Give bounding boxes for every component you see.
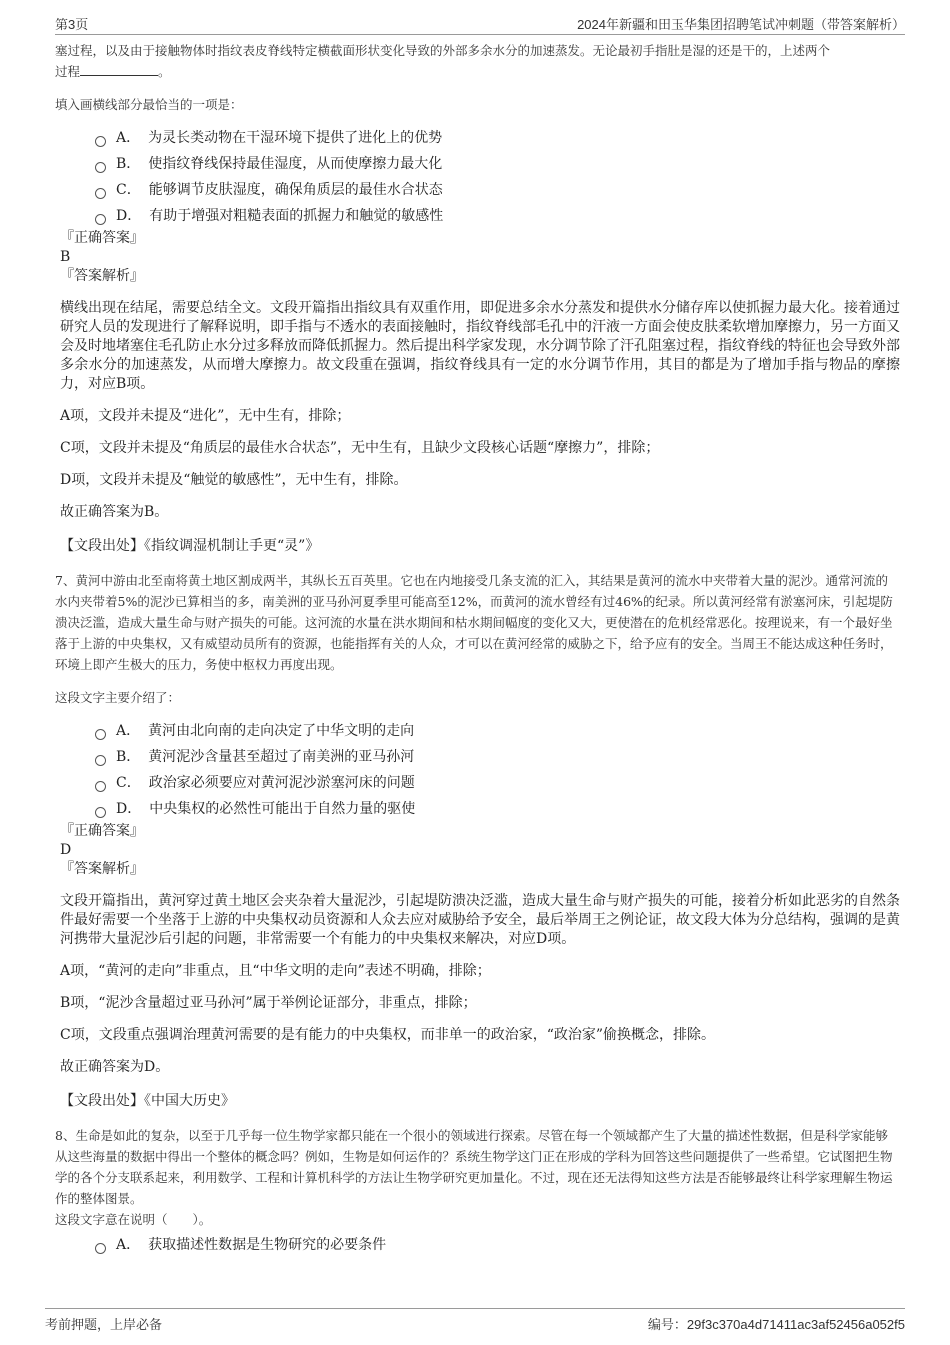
radio-icon[interactable] (95, 729, 106, 740)
q6-option-a[interactable]: A． 为灵长类动物在干湿环境下提供了进化上的优势 (95, 125, 900, 151)
radio-icon[interactable] (95, 188, 106, 199)
q7-option-c[interactable]: C． 政治家必须要应对黄河泥沙淤塞河床的问题 (95, 770, 900, 796)
q7-option-d[interactable]: D． 中央集权的必然性可能出于自然力量的驱使 (95, 796, 900, 822)
radio-icon[interactable] (95, 755, 106, 766)
page-content (55, 40, 900, 1258)
q7-option-b[interactable]: B． 黄河泥沙含量甚至超过了南美洲的亚马孙河 (95, 744, 900, 770)
q6-note-a: A项，文段并未提及“进化”，无中生有，排除； (60, 408, 351, 424)
q6-option-c[interactable]: C． 能够调节皮肤湿度，确保角质层的最佳水合状态 (95, 177, 900, 203)
q8-prompt: 这段文字意在说明（ ）。 (55, 1212, 212, 1227)
q7-options (95, 718, 900, 822)
q6-answer-label: 『正确答案』 (60, 230, 144, 246)
q7-answer-label: 『正确答案』 (60, 823, 144, 839)
answer-blank (80, 61, 158, 76)
footer-slogan: 考前押题，上岸必备 (45, 1317, 163, 1332)
radio-icon[interactable] (95, 162, 106, 173)
radio-icon[interactable] (95, 781, 106, 792)
page-number: 第3页 (55, 17, 89, 32)
document-serial: 编号：29f3c370a4d71411ac3af52456a052f5 (647, 1317, 905, 1332)
q7-option-a[interactable]: A． 黄河由北向南的走向决定了中华文明的走向 (95, 718, 900, 744)
q6-option-b[interactable]: B． 使指纹脊线保持最佳湿度，从而使摩擦力最大化 (95, 151, 900, 177)
q7-conclusion: 故正确答案为D。 (60, 1059, 170, 1075)
q6-note-c: C项，文段并未提及“角质层的最佳水合状态”，无中生有，且缺少文段核心话题“摩擦力”，排除； (60, 440, 660, 456)
q6-source: 【文段出处】《指纹调湿机制让手更“灵”》 (60, 538, 320, 554)
q8-options (95, 1232, 900, 1258)
q7-passage: 7、黄河中游由北至南将黄土地区割成两半，其纵长五百英里。它也在内地接受几条支流的汇入，其结果是黄河的流水中夹带着大量的泥沙。通常河流的水内夹带着5%的泥沙已算相当的多，南美洲的亚马孙河夏季里可能高至12%，而黄河的流水曾经有过46%的纪录。所以黄河经常有淤塞河床，引起堤防溃决泛滥，造成大量生命与财产损失的可能。这河流的水量在洪水期间和枯水期间幅度的变化又大，更使潜在的危机经常恶化。按理说来，有一个最好坐落于上游的中央集权，又有威望动员所有的资源，也能指挥有关的人众，才可以在黄河经常的威胁之下，给予应有的安全。当周王不能达成这种任务时，环境上即产生极大的压力，务使中枢权力再度出现。 (55, 573, 893, 672)
q6-passage-line2: 过程 (55, 64, 81, 79)
q6-note-d: D项，文段并未提及“触觉的敏感性”，无中生有，排除。 (60, 472, 408, 488)
q6-passage: 塞过程，以及由于接触物体时指纹表皮脊线特定横截面形状变化导致的外部多余水分的加速蒸发。无论最初手指肚是湿的还是干的，上述两个 过程 。 (55, 43, 831, 79)
q8-passage: 8、生命是如此的复杂，以至于几乎每一位生物学家都只能在一个很小的领域进行探索。尽管在每一个领域都产生了大量的描述性数据，但是科学家能够从这些海量的数据中得出一个整体的概念吗？例如，生物是如何运作的？系统生物学这门正在形成的学科为回答这些问题提供了一些希望。它试图把生物学的各个分支联系起来，利用数学、工程和计算机科学的方法让生物学研究更加量化。不过，现在还无法得知这些方法是否能够最终让科学家理解生物运作的整体图景。 (55, 1128, 893, 1206)
q6-prompt: 填入画横线部分最恰当的一项是： (55, 97, 243, 112)
q6-passage-line1: 塞过程，以及由于接触物体时指纹表皮脊线特定横截面形状变化导致的外部多余水分的加速蒸发。无论最初手指肚是湿的还是干的，上述两个 (55, 43, 831, 58)
q7-note-c: C项，文段重点强调治理黄河需要的是有能力的中央集权，而非单一的政治家，“政治家”偷换概念，排除。 (60, 1027, 716, 1043)
q6-answer: B (60, 249, 71, 265)
q6-conclusion: 故正确答案为B。 (60, 504, 169, 520)
q7-note-b: B项，“泥沙含量超过亚马孙河”属于举例论证部分，非重点，排除； (60, 995, 477, 1011)
radio-icon[interactable] (95, 807, 106, 818)
q7-source: 【文段出处】《中国大历史》 (60, 1093, 235, 1109)
document-title: 2024年新疆和田玉华集团招聘笔试冲刺题（带答案解析） (577, 17, 905, 32)
radio-icon[interactable] (95, 1243, 106, 1254)
q6-option-d[interactable]: D． 有助于增强对粗糙表面的抓握力和触觉的敏感性 (95, 203, 900, 229)
page-header (55, 12, 905, 35)
q8-option-a[interactable]: A． 获取描述性数据是生物研究的必要条件 (95, 1232, 900, 1258)
q6-analysis-label: 『答案解析』 (60, 268, 144, 284)
q7-prompt: 这段文字主要介绍了： (55, 690, 181, 705)
radio-icon[interactable] (95, 214, 106, 225)
page-footer (45, 1308, 905, 1332)
q7-analysis: 文段开篇指出，黄河穿过黄土地区会夹杂着大量泥沙，引起堤防溃决泛滥，造成大量生命与财产损失的可能，接着分析如此恶劣的自然条件最好需要一个坐落于上游的中央集权动员资源和人众去应对威胁给予安全，最后举周王之例论证，故文段大体为分总结构，强调的是黄河携带大量泥沙后引起的问题，非常需要一个有能力的中央集权来解决，对应D项。 (60, 893, 900, 947)
radio-icon[interactable] (95, 136, 106, 147)
q7-note-a: A项，“黄河的走向”非重点，且“中华文明的走向”表述不明确，排除； (60, 963, 491, 979)
q6-options (95, 125, 900, 229)
q6-analysis: 横线出现在结尾，需要总结全文。文段开篇指出指纹具有双重作用，即促进多余水分蒸发和提供水分储存库以使抓握力最大化。接着通过研究人员的发现进行了解释说明，即手指与不透水的表面接触时，指纹脊线部毛孔中的汗液一方面会使皮肤柔软增加摩擦力，另一方面又会及时地堵塞住毛孔防止水分过多释放而降低抓握力。然后提出科学家发现，水分调节除了汗孔阻塞过程，指纹脊线的特征也会导致外部多余水分的加速蒸发，从而增大摩擦力。故文段重在强调，指纹脊线具有一定的水分调节作用，其目的都是为了增加手指与物品的摩擦力，对应B项。 (60, 300, 900, 392)
q7-answer: D (60, 842, 72, 858)
q7-analysis-label: 『答案解析』 (60, 861, 144, 877)
